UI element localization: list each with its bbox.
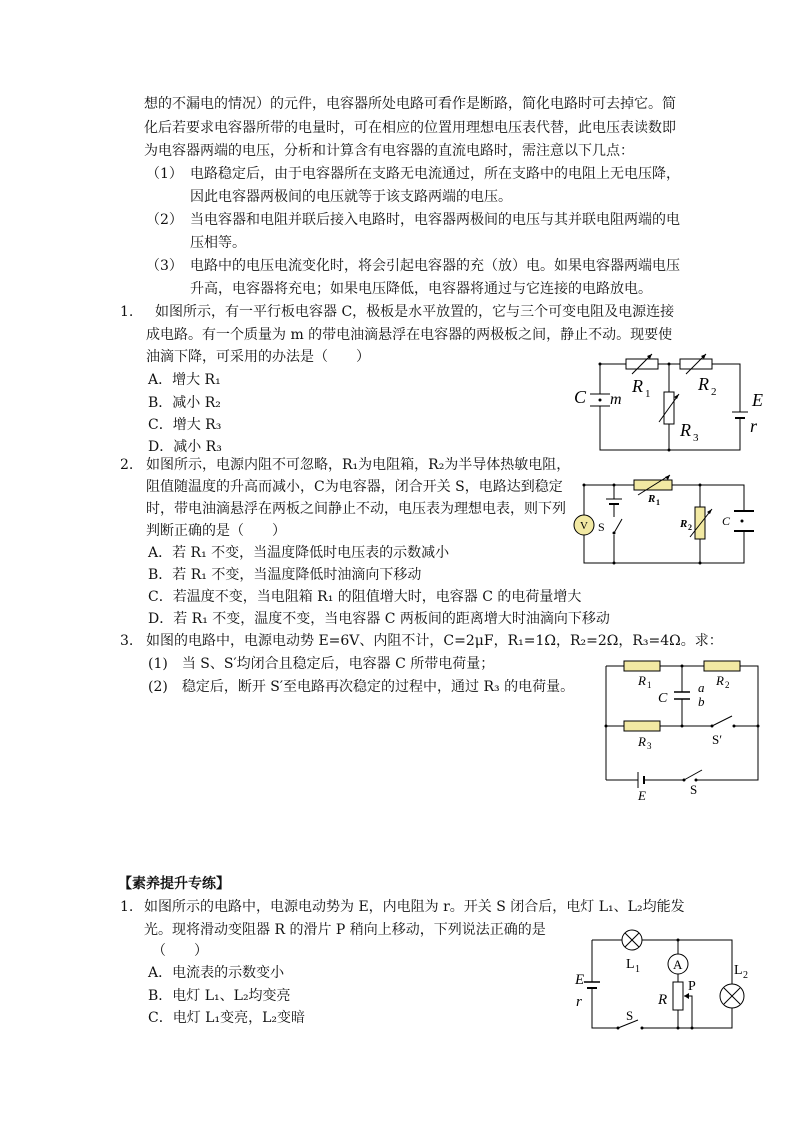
- sq1-label-E: E: [575, 972, 585, 988]
- q1-line-3: 油滴下降，可采用的办法是（ ）: [146, 349, 370, 365]
- sq1-line-3: （ ）: [152, 943, 208, 959]
- q3-line-1: 如图的电路中，电源电动势 E=6V、内阻不计，C=2μF，R₁=1Ω，R₂=2Ω，R₃=4Ω。求：: [146, 633, 723, 649]
- q3-label-R1: R: [638, 673, 646, 688]
- sq1-number: 1.: [120, 899, 134, 915]
- q2-label-R2-sub: 2: [688, 523, 692, 532]
- q1-label-C: C: [574, 387, 587, 407]
- q1-label-R2: R: [698, 374, 709, 394]
- sq1-label-S: S: [626, 1008, 634, 1023]
- section-title: 【素养提升专练】: [118, 876, 230, 892]
- q1-label-E: E: [752, 390, 763, 410]
- q2-number: 2.: [120, 457, 134, 473]
- point-2-line-1: 当电容器和电阻并联后接入电路时，电容器两极间的电压与其并联电阻两端的电: [190, 212, 680, 228]
- sq1-ammeter-label: A: [673, 957, 683, 972]
- q2-line-3: 时，带电油滴悬浮在两板之间静止不动，电压表为理想电表，则下列: [146, 501, 566, 517]
- q1-circuit-diagram: [566, 350, 766, 460]
- sq1-label-L2-sub: 2: [743, 970, 748, 981]
- q1-label-R2-sub: 2: [711, 386, 717, 398]
- q2-voltmeter-label: V: [580, 520, 588, 532]
- q2-label-R2: R: [680, 518, 688, 530]
- q3-label-R2-sub: 2: [725, 680, 730, 690]
- q3-label-R3: R: [638, 734, 646, 749]
- q2-option-c: C．若温度不变，当电阻箱 R₁ 的阻值增大时，电容器 C 的电荷量增大: [148, 589, 582, 605]
- point-1-line-2: 因此电容器两极间的电压就等于该支路两端的电压。: [190, 189, 512, 205]
- q2-option-d: D．若 R₁ 不变，温度不变，当电容器 C 两板间的距离增大时油滴向下移动: [148, 611, 610, 627]
- q1-option-b: B．减小 R₂: [148, 395, 221, 411]
- q1-option-d: D．减小 R₃: [148, 439, 222, 455]
- sq1-label-R: R: [658, 992, 668, 1008]
- q3-sub-2: (2) 稳定后，断开 S′至电路再次稳定的过程中，通过 R₃ 的电荷量。: [148, 679, 575, 695]
- sq1-label-L2: L: [734, 963, 743, 978]
- q2-line-1: 如图所示，电源内阻不可忽略，R₁为电阻箱，R₂为半导体热敏电阻，: [146, 457, 571, 473]
- q3-label-b: b: [698, 694, 705, 709]
- point-2-line-2: 压相等。: [190, 235, 246, 251]
- q1-label-R3-sub: 3: [693, 432, 699, 444]
- q1-label-R1-sub: 1: [645, 388, 651, 400]
- sq1-label-L1: L: [626, 957, 635, 972]
- sq1-option-b: B．电灯 L₁、L₂均变亮: [148, 988, 291, 1004]
- point-1-num: （1）: [146, 166, 183, 182]
- q2-label-R1: R: [648, 493, 656, 505]
- q3-label-E: E: [638, 788, 646, 803]
- sq1-option-a: A．电流表的示数变小: [148, 965, 285, 981]
- sq1-option-c: C．电灯 L₁变亮，L₂变暗: [148, 1010, 305, 1026]
- q2-label-C: C: [722, 514, 731, 528]
- q3-label-S: S: [690, 782, 698, 797]
- point-3-line-1: 电路中的电压电流变化时，将会引起电容器的充（放）电。如果电容器两端电压: [190, 258, 680, 274]
- q1-label-m: m: [610, 391, 622, 408]
- q3-label-R2: R: [716, 673, 724, 688]
- q1-label-R1: R: [632, 376, 643, 396]
- q3-circuit-diagram: [598, 654, 766, 804]
- q3-label-R3-sub: 3: [647, 741, 652, 751]
- q2-label-S: S: [598, 520, 605, 534]
- sq1-label-r: r: [576, 994, 582, 1010]
- q2-option-b: B．若 R₁ 不变，当温度降低时油滴向下移动: [148, 567, 422, 583]
- q1-option-a: A．增大 R₁: [148, 372, 221, 388]
- q1-line-2: 成电路。有一个质量为 m 的带电油滴悬浮在电容器的两极板之间，静止不动。现要使: [146, 327, 673, 343]
- q3-label-Sprime: S′: [712, 732, 723, 747]
- q1-label-r: r: [750, 416, 758, 436]
- q3-label-a: a: [698, 680, 705, 695]
- intro-line-2: 化后若要求电容器所带的电量时，可在相应的位置用理想电压表代替，此电压表读数即: [144, 120, 676, 136]
- sq1-label-L1-sub: 1: [635, 964, 640, 975]
- point-1-line-1: 电路稳定后，由于电容器所在支路无电流通过，所在支路中的电阻上无电压降，: [190, 166, 680, 182]
- sq1-circuit-diagram: [570, 922, 766, 1036]
- intro-line-3: 为电容器两端的电压，分析和计算含有电容器的直流电路时，需注意以下几点：: [144, 143, 634, 159]
- q1-line-1: 如图所示，有一平行板电容器 C，极板是水平放置的，它与三个可变电阻及电源连接: [155, 304, 675, 320]
- q1-label-R3: R: [680, 420, 691, 440]
- q3-label-R1-sub: 1: [647, 680, 652, 690]
- q2-line-2: 阻值随温度的升高而减小，C为电容器，闭合开关 S，电路达到稳定: [146, 479, 563, 495]
- q2-option-a: A．若 R₁ 不变，当温度降低时电压表的示数减小: [148, 545, 450, 561]
- q1-option-c: C．增大 R₃: [148, 417, 222, 433]
- q3-label-C: C: [658, 691, 668, 706]
- q2-label-R1-sub: 1: [656, 498, 660, 507]
- intro-line-1: 想的不漏电的情况）的元件，电容器所处电路可看作是断路，简化电路时可去掉它。简: [144, 96, 676, 112]
- q3-number: 3.: [120, 633, 134, 649]
- q3-sub-1: (1) 当 S、S′均闭合且稳定后，电容器 C 所带电荷量；: [148, 656, 495, 672]
- point-2-num: （2）: [146, 212, 183, 228]
- sq1-line-2: 光。现将滑动变阻器 R 的滑片 P 稍向上移动，下列说法正确的是: [144, 922, 546, 938]
- q2-line-4: 判断正确的是（ ）: [146, 523, 286, 539]
- q2-circuit-diagram: [572, 473, 766, 569]
- sq1-line-1: 如图所示的电路中，电源电动势为 E，内电阻为 r。开关 S 闭合后，电灯 L₁、L₂均能发: [144, 899, 685, 915]
- sq1-label-P: P: [688, 979, 696, 994]
- point-3-num: （3）: [146, 258, 183, 274]
- q1-number: 1.: [120, 304, 134, 320]
- point-3-line-2: 升高，电容器将充电；如果电压降低，电容器将通过与它连接的电路放电。: [190, 281, 652, 297]
